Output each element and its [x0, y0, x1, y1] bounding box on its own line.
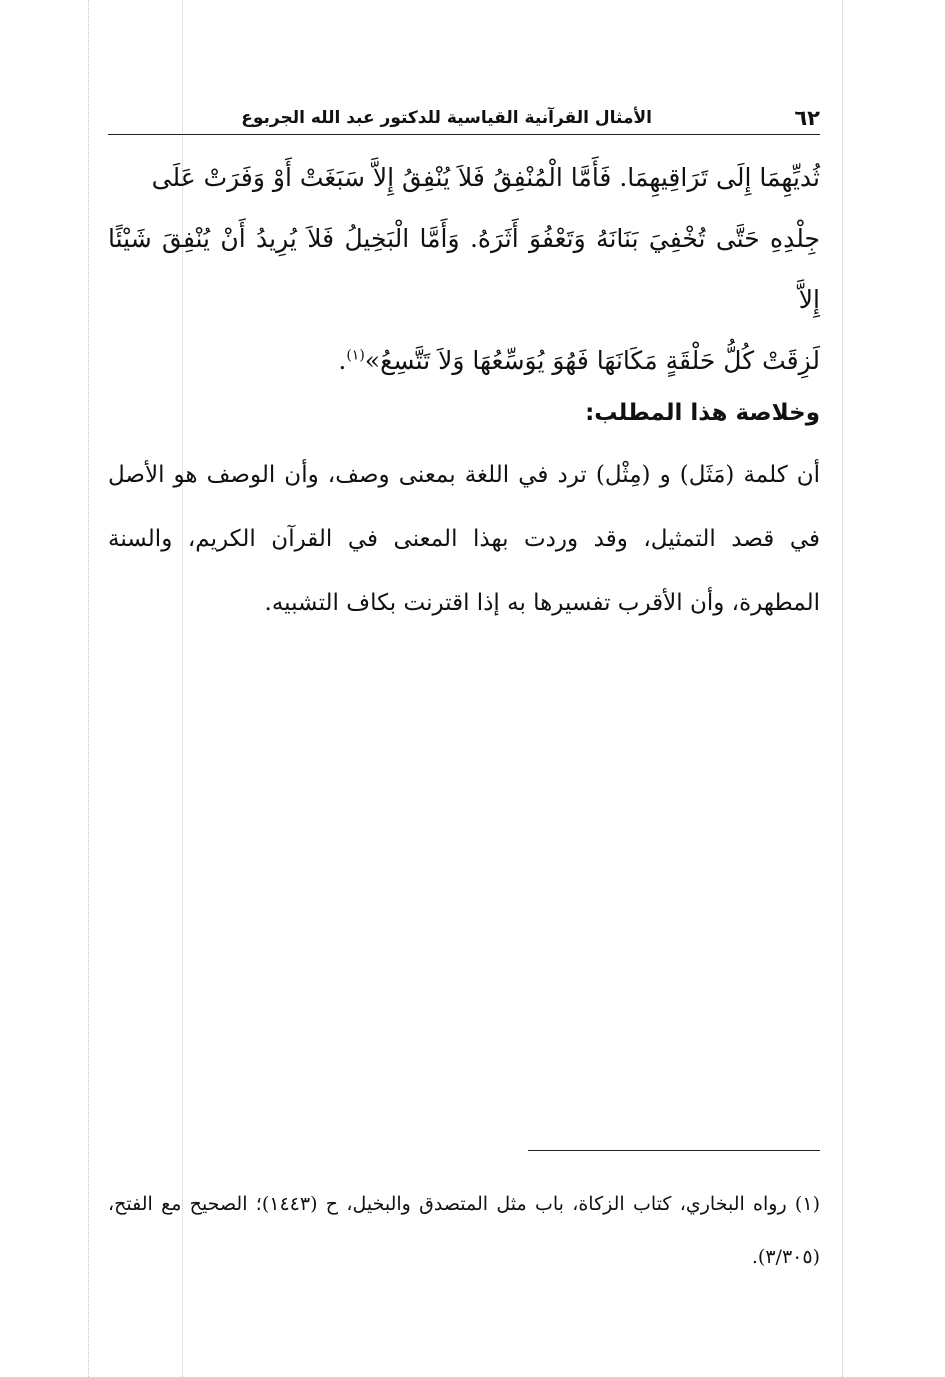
section-heading: وخلاصة هذا المطلب:: [585, 400, 820, 426]
hadith-quote-line-3-text: لَزِقَتْ كُلُّ حَلْقَةٍ مَكَانَهَا فَهُوَ يُوَسِّعُهَا وَلاَ تَتَّسِعُ»: [364, 346, 820, 375]
scan-guide-line: [842, 0, 843, 1377]
footnote-text: (١) رواه البخاري، كتاب الزكاة، باب مثل المتصدق والبخيل، ح (١٤٤٣)؛ الصحيح مع الفتح، (٣/٣٠٥).: [108, 1193, 820, 1268]
book-page: [108, 100, 820, 1300]
body-text: [108, 147, 820, 391]
hadith-quote-line-2: جِلْدِهِ حَتَّى تُخْفِيَ بَنَانَهُ وَتَعْفُوَ أَثَرَهُ. وَأَمَّا الْبَخِيلُ فَلاَ يُرِيدُ أَنْ يُنْفِقَ شَيْئًا إِلاَّ: [108, 224, 820, 314]
page-number: ٦٢: [794, 106, 820, 130]
hadith-quote-end: .: [338, 346, 347, 375]
page-header: [108, 100, 820, 135]
summary-paragraph: أن كلمة (مَثَل) و (مِثْل) ترد في اللغة بمعنى وصف، وأن الوصف هو الأصل في قصد التمثيل، وقد وردت بهذا المعنى في القرآن الكريم، والسنة المطهرة، وأن الأقرب تفسيرها به إذا اقترنت بكاف التشبيه.: [108, 462, 820, 616]
running-title: الأمثال القرآنية القياسية للدكتور عبد الله الجربوع: [241, 108, 652, 128]
footnote-reference: (١): [346, 347, 365, 364]
hadith-quote-line-3: [108, 330, 820, 391]
scan-guide-line: [88, 0, 89, 1377]
footnote-divider: [528, 1150, 820, 1151]
hadith-quote-line-1: ثُديِّهِمَا إِلَى تَرَاقِيهِمَا. فَأَمَّا الْمُنْفِقُ فَلاَ يُنْفِقُ إِلاَّ سَبَغَتْ أَوْ وَفَرَتْ عَلَى: [151, 163, 820, 192]
